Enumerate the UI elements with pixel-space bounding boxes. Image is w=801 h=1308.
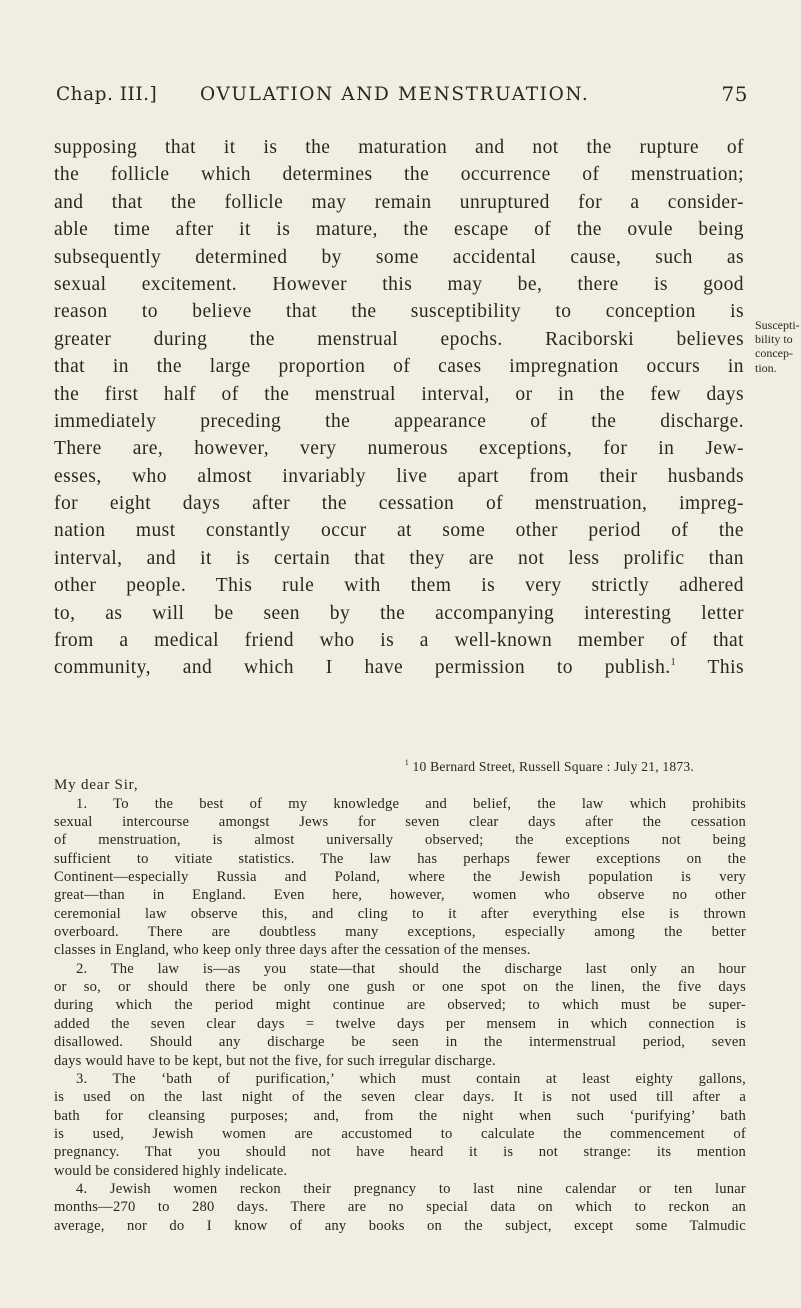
- footnote-reference: 1: [670, 657, 677, 669]
- body-line: other people. This rule with them is very strictly adhered: [54, 575, 744, 597]
- body-line: esses, who almost invariably live apart from their husbands: [54, 465, 744, 487]
- footnote-line: Continent—especially Russia and Poland, where the Jewish population is very: [54, 869, 746, 886]
- body-line: the first half of the menstrual interval, or in the few days: [54, 383, 744, 405]
- footnote-line: or so, or should there be only one gush or one spot on the linen, the five days: [54, 979, 746, 996]
- footnote-address: [54, 758, 746, 776]
- body-line: from a medical friend who is a well-known member of that: [54, 630, 744, 652]
- body-line: sexual excitement. However this may be, there is good: [54, 273, 744, 295]
- footnote-line: average, nor do I know of any books on the subject, except some Talmudic: [54, 1217, 746, 1234]
- body-line-end-word: This: [707, 657, 744, 679]
- footnote-line: classes in England, who keep only three days after the cessation of the menses.: [54, 942, 531, 959]
- body-line: interval, and it is certain that they are not less prolific than: [54, 547, 744, 569]
- footnote-line: 4. Jewish women reckon their pregnancy to last nine calendar or ten lunar: [76, 1180, 746, 1197]
- body-line: that in the large proportion of cases impregnation occurs in: [54, 356, 744, 378]
- footnote-line: months—270 to 280 days. There are no special data on which to reckon an: [54, 1199, 746, 1216]
- footnote-line: is used, Jewish women are accustomed to calculate the commencement of: [54, 1125, 746, 1142]
- footnote-line: great—than in England. Even here, however, women who observe no other: [54, 887, 746, 904]
- footnote-line: added the seven clear days = twelve days per mensem in which connection is: [54, 1015, 746, 1032]
- body-line: reason to believe that the susceptibility to conception is: [54, 301, 744, 323]
- margin-note-line: Suscepti-: [755, 318, 800, 332]
- footnote-line: of menstruation, is almost universally observed; the exceptions not being: [54, 832, 746, 849]
- footnote-line: pregnancy. That you should not have heard it is not strange: its mention: [54, 1144, 746, 1161]
- footnote-line: sexual intercourse amongst Jews for seven clear days after the cessation: [54, 814, 746, 831]
- page-number: 75: [721, 82, 748, 106]
- footnote-line: is used on the last night of the seven clear days. It is not used till after a: [54, 1089, 746, 1106]
- footnote-line: ceremonial law observe this, and cling to it after everything else is thrown: [54, 905, 746, 922]
- footnote-line: days would have to be kept, but not the five, for such irregular discharge.: [54, 1052, 496, 1069]
- footnote-line: overboard. There are doubtless many exceptions, especially among the better: [54, 924, 746, 941]
- footnote: [54, 758, 746, 1235]
- footnote-line: 3. The ‘bath of purification,’ which must contain at least eighty gallons,: [76, 1070, 746, 1087]
- body-line: immediately preceding the appearance of the discharge.: [54, 410, 744, 432]
- body-line: subsequently determined by some accidental cause, such as: [54, 246, 744, 268]
- body-line: able time after it is mature, the escape of the ovule being: [54, 219, 744, 241]
- margin-note-line: concep-: [755, 346, 793, 361]
- footnote-line: during which the period might continue are observed; to which must be super-: [54, 997, 746, 1014]
- margin-note: [755, 318, 801, 375]
- footnote-line: bath for cleansing purposes; and, from the night when such ‘purifying’ bath: [54, 1107, 746, 1124]
- body-line: and that the follicle may remain unruptured for a consider-: [54, 191, 744, 213]
- footnote-address-text: 10 Bernard Street, Russell Square : July 21, 1873.: [412, 759, 694, 774]
- footnote-line: disallowed. Should any discharge be seen in the intermenstrual period, seven: [54, 1034, 746, 1051]
- body-line: the follicle which determines the occurrence of menstruation;: [54, 164, 744, 186]
- margin-note-line: bility to: [755, 332, 793, 347]
- body-line: There are, however, very numerous exceptions, for in Jew-: [54, 438, 744, 460]
- margin-note-line: tion.: [755, 360, 777, 375]
- body-line-last: [54, 654, 744, 681]
- body-line: to, as will be seen by the accompanying interesting letter: [54, 602, 744, 624]
- running-title: OVULATION AND MENSTRUATION.: [200, 84, 590, 105]
- footnote-line: would be considered highly indelicate.: [54, 1162, 288, 1179]
- running-head: [56, 78, 748, 110]
- footnote-salutation: My dear Sir,: [54, 777, 139, 794]
- footnote-line: sufficient to vitiate statistics. The law has perhaps fewer exceptions on the: [54, 850, 746, 867]
- body-line: nation must constantly occur at some other period of the: [54, 520, 744, 542]
- body-paragraph: [54, 134, 744, 682]
- footnote-line: 2. The law is—as you state—that should the discharge last only an hour: [76, 960, 746, 977]
- footnote-line: 1. To the best of my knowledge and belief, the law which prohibits: [76, 795, 746, 812]
- body-line-text: community, and which I have permission to publish.: [54, 657, 671, 679]
- body-line: greater during the menstrual epochs. Raciborski believes: [54, 328, 744, 350]
- footnote-marker: 1: [404, 758, 409, 767]
- body-line: supposing that it is the maturation and not the rupture of: [54, 137, 744, 158]
- chapter-label: Chap. III.]: [56, 84, 158, 105]
- body-line: for eight days after the cessation of menstruation, impreg-: [54, 493, 744, 515]
